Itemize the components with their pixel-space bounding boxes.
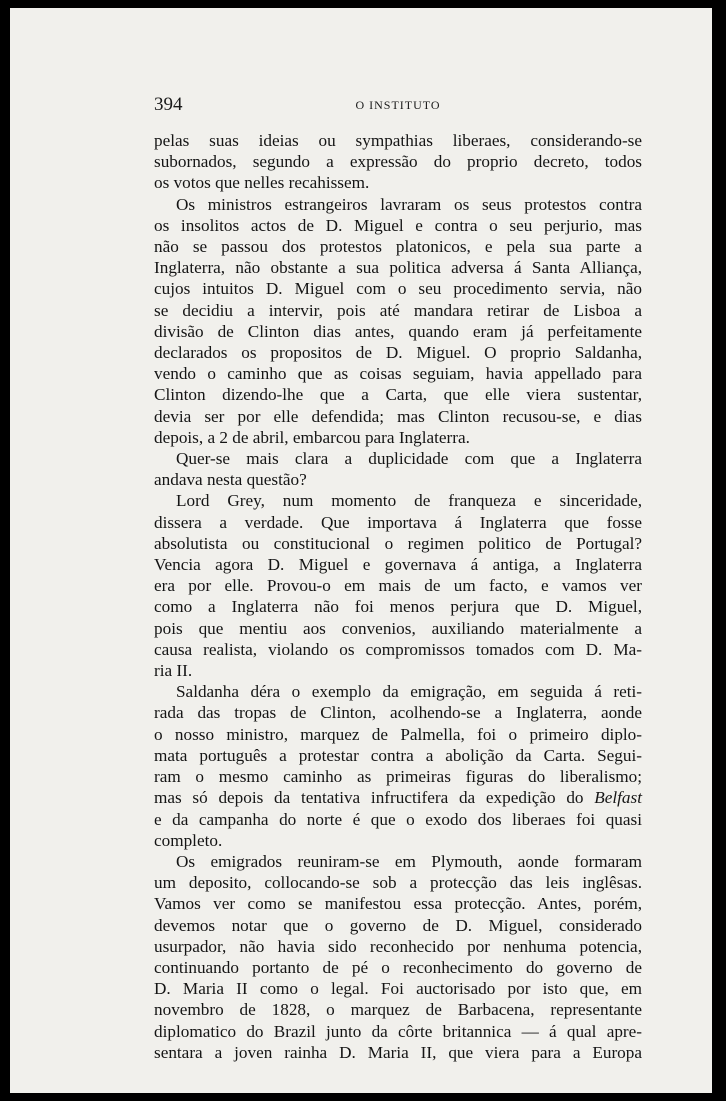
text-line: ria II. — [154, 661, 193, 681]
text-line: diplomatico do Brazil junto da côrte britannica — á qual apre- — [154, 1021, 642, 1041]
text-line: Os ministros estrangeiros lavraram os seus protestos contra — [176, 194, 642, 214]
text-line: declarados os propositos de D. Miguel. O proprio Saldanha, — [154, 343, 642, 363]
paragraph — [154, 448, 642, 490]
paragraph — [154, 194, 642, 448]
paragraph — [154, 681, 642, 851]
text-line: devia ser por elle defendida; mas Clinton recusou-se, e dias — [154, 406, 642, 426]
text-line: Vencia agora D. Miguel e governava á antiga, a Inglaterra — [154, 555, 642, 575]
page-number: 394 — [154, 94, 183, 115]
text-line: depois, a 2 de abril, embarcou para Inglaterra. — [154, 427, 470, 447]
paragraph — [154, 490, 642, 681]
text-line: rada das tropas de Clinton, acolhendo-se a Inglaterra, aonde — [154, 703, 642, 723]
text-line: Lord Grey, num momento de franqueza e sinceridade, — [176, 491, 642, 511]
text-line: continuando portanto de pé o reconhecimento do governo de — [154, 957, 642, 977]
text-line: Clinton dizendo-lhe que a Carta, que elle viera sustentar, — [154, 385, 642, 405]
page-header — [154, 94, 642, 118]
text-line: os votos que nelles recahissem. — [154, 173, 370, 193]
text-line: D. Maria II como o legal. Foi auctorisado por isto que, em — [154, 979, 642, 999]
text-line: era por elle. Provou-o em mais de um facto, e vamos ver — [154, 576, 642, 596]
text-line: mata português a protestar contra a abolição da Carta. Segui- — [154, 745, 642, 765]
text-line: Vamos ver como se manifestou essa protecção. Antes, porém, — [154, 894, 642, 914]
text-line: e da campanha do norte é que o exodo dos liberaes foi quasi — [154, 809, 642, 829]
text-line: devemos notar que o governo de D. Miguel, considerado — [154, 915, 642, 935]
text-line: Os emigrados reuniram-se em Plymouth, aonde formaram — [176, 851, 642, 871]
text-line: cujos intuitos D. Miguel com o seu procedimento servia, não — [154, 279, 642, 299]
text-line: Inglaterra, não obstante a sua politica adversa á Santa Alliança, — [154, 258, 642, 278]
text-line: divisão de Clinton dias antes, quando eram já perfeitamente — [154, 321, 642, 341]
text-line: como a Inglaterra não foi menos perjura que D. Miguel, — [154, 597, 642, 617]
text-line: vendo o caminho que as coisas seguiam, havia appellado para — [154, 364, 642, 384]
text-line: não se passou dos protestos platonicos, e pela sua parte a — [154, 237, 642, 257]
text-line: subornados, segundo a expressão do proprio decreto, todos — [154, 152, 642, 172]
text-line: o nosso ministro, marquez de Palmella, foi o primeiro diplo- — [154, 724, 642, 744]
text-line: pois que mentiu aos convenios, auxiliando materialmente a — [154, 618, 642, 638]
text-line: dissera a verdade. Que importava á Inglaterra que fosse — [154, 512, 642, 532]
text-line: mas só depois da tentativa infructifera da expedição do Belfast — [154, 788, 642, 808]
text-line: os insolitos actos de D. Miguel e contra o seu perjurio, mas — [154, 215, 642, 235]
scanned-page — [10, 8, 712, 1093]
text-line: completo. — [154, 830, 223, 850]
text-line: causa realista, violando os compromissos tomados com D. Ma- — [154, 639, 642, 659]
text-line: Quer-se mais clara a duplicidade com que a Inglaterra — [176, 449, 642, 469]
text-line: pelas suas ideias ou sympathias liberaes, considerando-se — [154, 131, 642, 150]
text-line: ram o mesmo caminho as primeiras figuras do liberalismo; — [154, 767, 642, 787]
text-line: novembro de 1828, o marquez de Barbacena, representante — [154, 1000, 642, 1020]
paragraph — [154, 130, 642, 194]
running-head: O INSTITUTO — [355, 98, 441, 112]
text-line: absolutista ou constitucional o regimen politico de Portugal? — [154, 533, 642, 553]
text-line: usurpador, não havia sido reconhecido por nenhuma potencia, — [154, 936, 642, 956]
text-line: se decidiu a intervir, pois até mandara retirar de Lisboa a — [154, 300, 642, 320]
text-line: sentara a joven rainha D. Maria II, que viera para a Europa — [154, 1042, 642, 1062]
text-line: andava nesta questão? — [154, 470, 307, 490]
body-text — [154, 130, 642, 1063]
text-line: um deposito, collocando-se sob a protecção das leis inglêsas. — [154, 873, 642, 893]
text-line: Saldanha déra o exemplo da emigração, em seguida á reti- — [176, 682, 642, 702]
paragraph — [154, 851, 642, 1063]
